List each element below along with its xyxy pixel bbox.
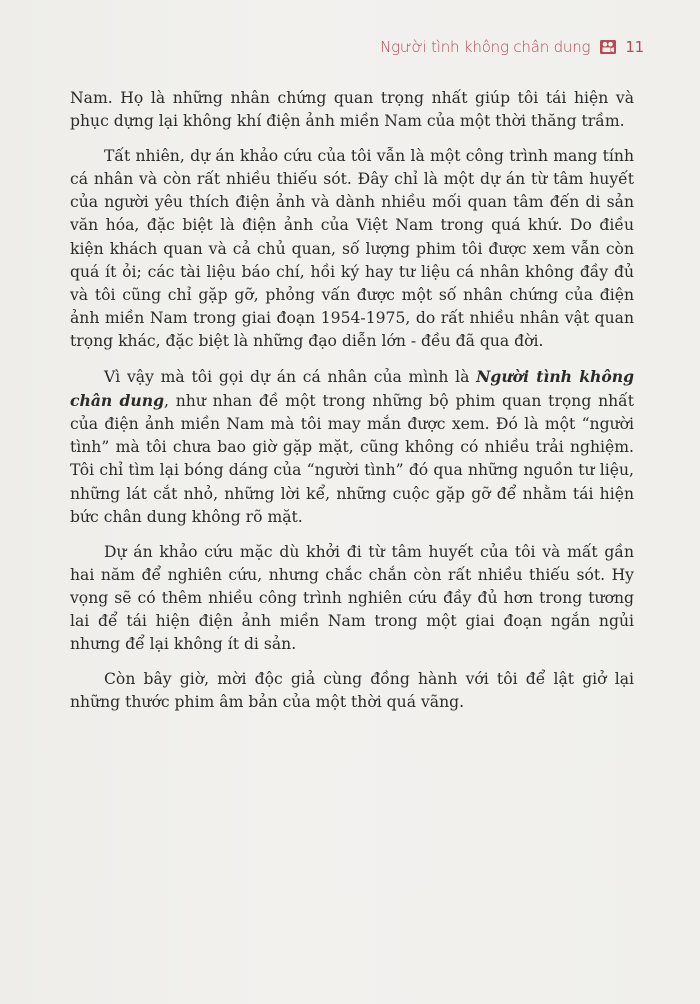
body-text — [70, 87, 634, 726]
paragraph-5: Còn bây giờ, mời độc giả cùng đồng hành với tôi để lật giở lại những thước phim âm bản của một thời quá vãng. — [70, 670, 634, 712]
film-camera-icon — [600, 40, 616, 54]
paragraph-3 — [70, 365, 634, 529]
paragraph-3-rest: , như nhan đề một trong những bộ phim quan trọng nhất của điện ảnh miền Nam mà tôi may mắn được xem. Đó là một “người tình” mà tôi chưa bao giờ gặp mặt, cũng không có nhiều trải nghiệm. Tôi chỉ tìm lại bóng dáng của “người tình” đó qua những nguồn tư liệu, những lát cắt nhỏ, những lời kể, những cuộc gặp gỡ để nhằm tái hiện bức chân dung không rõ mặt. — [70, 392, 635, 526]
paragraph-3-lead: Vì vậy mà tôi gọi dự án cá nhân của mình là — [104, 368, 477, 387]
running-header-title: Người tình không chân dung — [380, 38, 591, 56]
paragraph-4: Dự án khảo cứu mặc dù khởi đi từ tâm huyết của tôi và mất gần hai năm để nghiên cứu, nhưng chắc chắn còn rất nhiều thiếu sót. Hy vọng sẽ có thêm nhiều công trình nghiên cứu đầy đủ hơn trong tương lai để tái hiện điện ảnh miền Nam trong một giai đoạn ngắn ngủi nhưng để lại không ít di sản. — [70, 542, 634, 654]
paragraph-1: Nam. Họ là những nhân chứng quan trọng nhất giúp tôi tái hiện và phục dựng lại không khí điện ảnh miền Nam của một thời thăng trầm. — [70, 89, 634, 131]
book-title-emphasis: Người tình không chân dung — [70, 367, 634, 411]
running-header — [380, 38, 644, 56]
paragraph-2: Tất nhiên, dự án khảo cứu của tôi vẫn là một công trình mang tính cá nhân và còn rất nhiều thiếu sót. Đây chỉ là một dự án từ tâm huyết của người yêu thích điện ảnh và dành nhiều mối quan tâm đến di sản văn hóa, đặc biệt là điện ảnh của Việt Nam trong quá khứ. Do điều kiện khách quan và cả chủ quan, số lượng phim tôi được xem vẫn còn quá ít ỏi; các tài liệu báo chí, hồi ký hay tư liệu cá nhân không đầy đủ và tôi cũng chỉ gặp gỡ, phỏng vấn được một số nhân chứng của điện ảnh miền Nam trong giai đoạn 1954-1975, do rất nhiều nhân vật quan trọng khác, đặc biệt là những đạo diễn lớn - đều đã qua đời. — [70, 147, 634, 350]
page-number: 11 — [625, 38, 644, 56]
